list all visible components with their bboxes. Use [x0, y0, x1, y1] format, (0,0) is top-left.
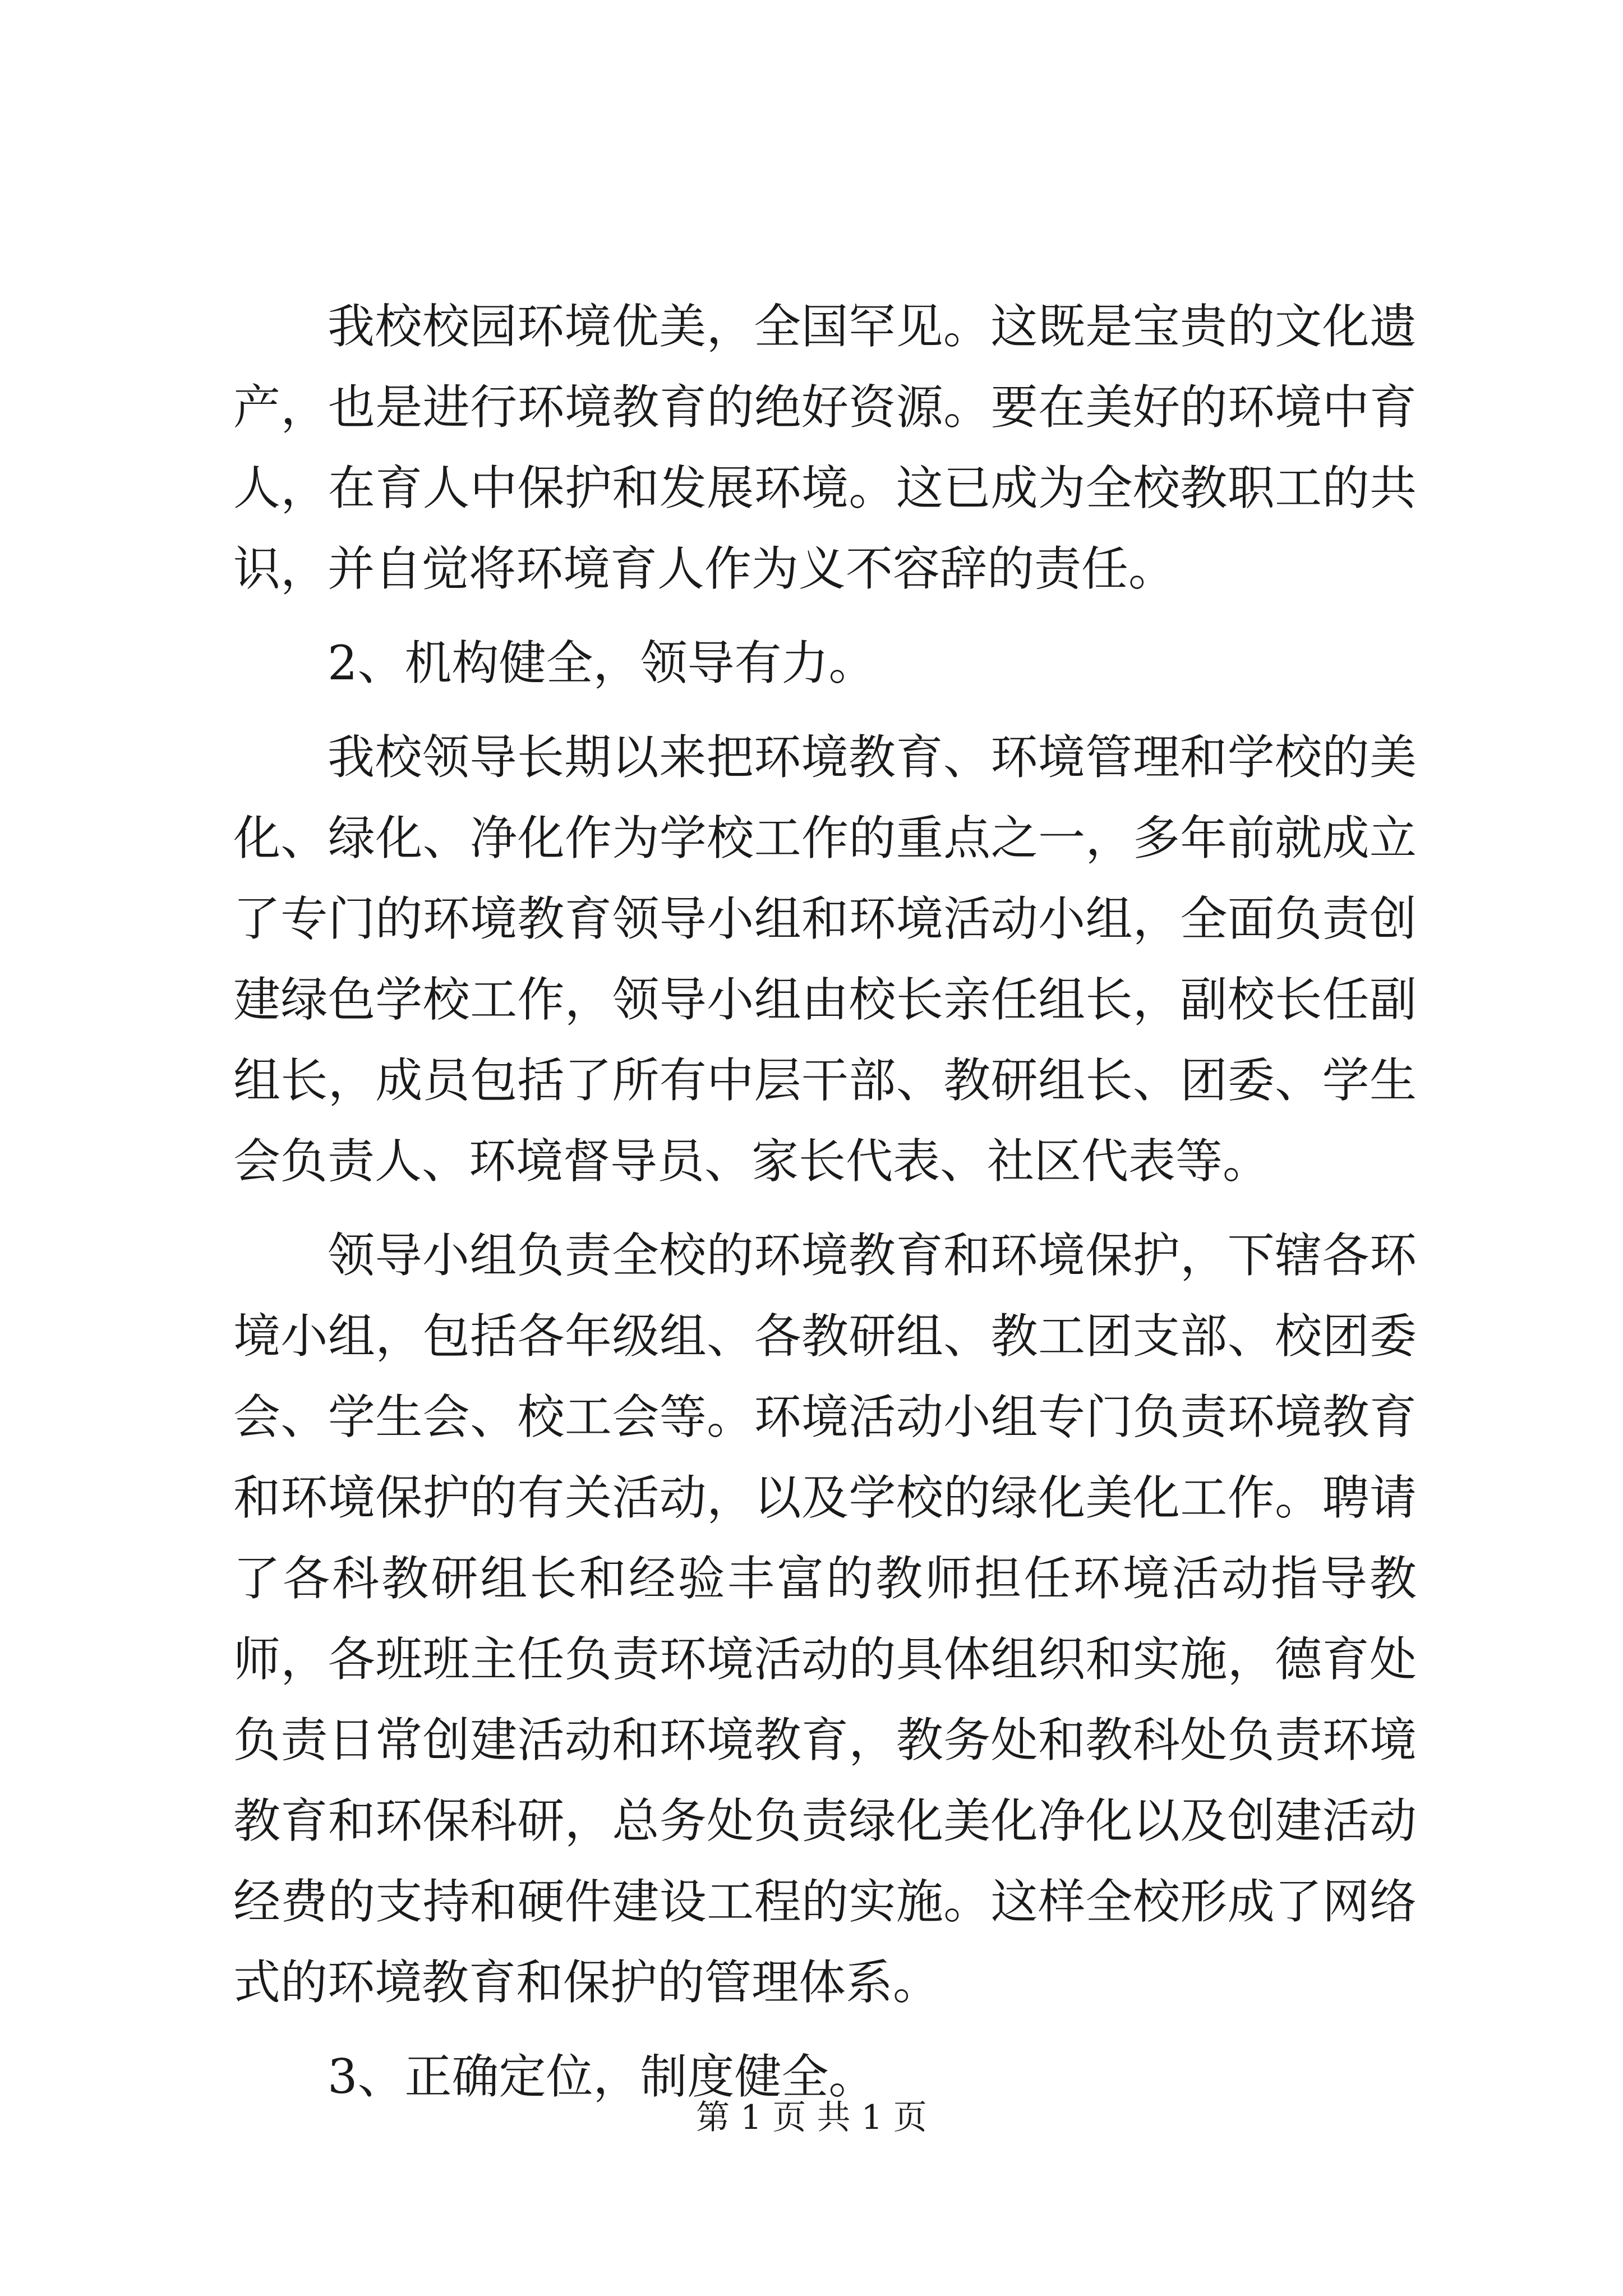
paragraph-leadership: 我校领导长期以来把环境教育、环境管理和学校的美化、绿化、净化作为学校工作的重点之一，多年前就成立了专门的环境教育领导小组和环境活动小组，全面负责创建绿色学校工作，领导小组由校长亲任组长，副校长任副组长，成员包括了所有中层干部、教研组长、团委、学生会负责人、环境督导员、家长代表、社区代表等。 — [233, 730, 1417, 1189]
paragraph-environment-intro: 我校校园环境优美，全国罕见。这既是宝贵的文化遗产，也是进行环境教育的绝好资源。要在美好的环境中育人，在育人中保护和发展环境。这已成为全校教职工的共识，并自觉将环境育人作为义不容辞的责任。 — [233, 299, 1417, 596]
page-number-footer: 第 1 页 共 1 页 — [696, 2098, 927, 2137]
section-heading-3: 3、正确定位，制度健全。 — [328, 2049, 876, 2104]
paragraph-management-system: 领导小组负责全校的环境教育和环境保护，下辖各环境小组，包括各年级组、各教研组、教工团支部、校团委会、学生会、校工会等。环境活动小组专门负责环境教育和环境保护的有关活动，以及学校的绿化美化工作。聘请了各科教研组长和经验丰富的教师担任环境活动指导教师，各班班主任负责环境活动的具体组织和实施，德育处负责日常创建活动和环境教育，教务处和教科处负责环境教育和环保科研，总务处负责绿化美化净化以及创建活动经费的支持和硬件建设工程的实施。这样全校形成了网络式的环境教育和保护的管理体系。 — [233, 1228, 1417, 2010]
section-heading-2: 2、机构健全，领导有力。 — [328, 636, 876, 691]
document-body — [233, 286, 1417, 2117]
